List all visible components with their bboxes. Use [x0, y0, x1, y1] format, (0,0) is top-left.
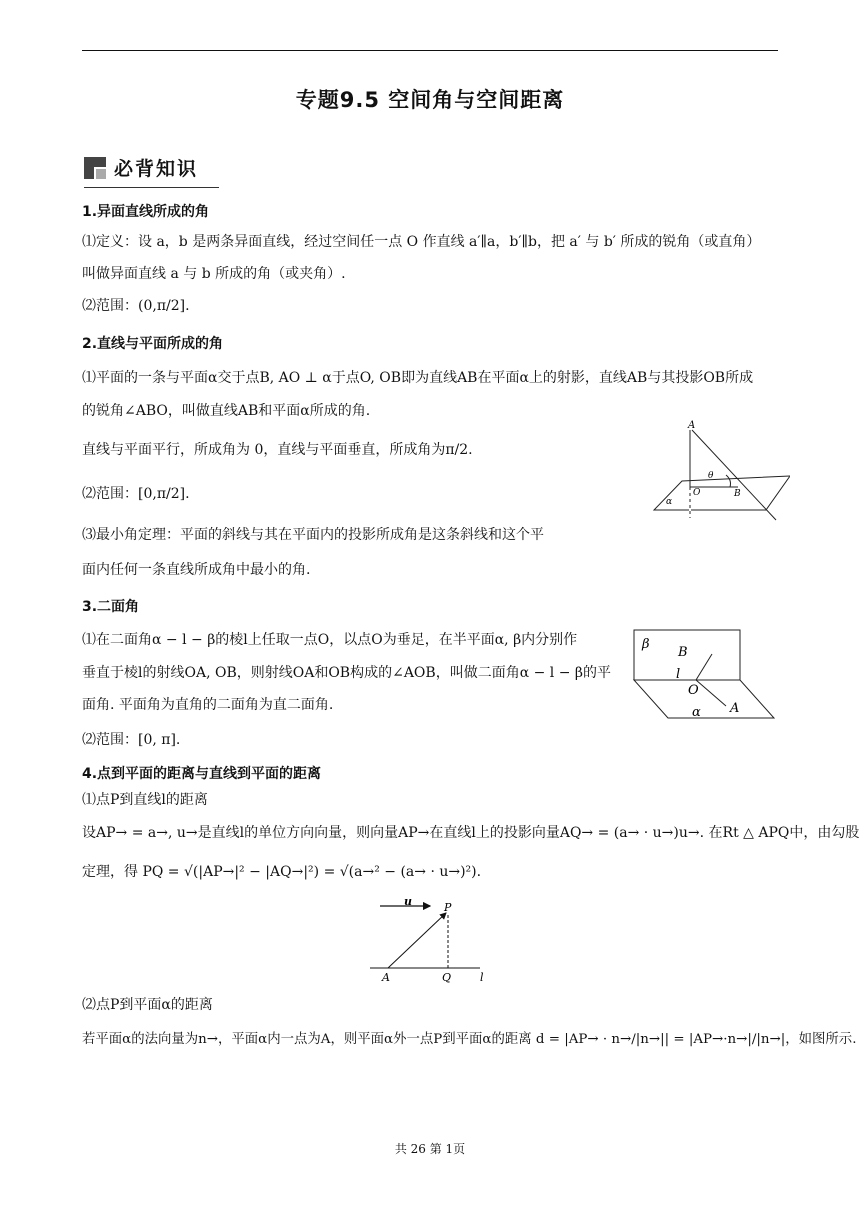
para-4b: 设AP→ = a→, u→是直线l的单位方向向量，则向量AP→在直线l上的投影向量AQ→ = (a→ · u→)u→. 在Rt △ APQ中，由勾股 [82, 825, 860, 841]
heading-2: 2.直线与平面所成的角 [82, 336, 224, 352]
para-4d: ⑵点P到平面α的距离 [82, 997, 213, 1013]
fig1-label-b: B [734, 489, 741, 499]
fig3-label-l: l [480, 971, 484, 984]
fig1-label-o: O [693, 488, 701, 498]
para-3a: ⑴在二面角α − l − β的棱l上任取一点O，以点O为垂足，在半平面α, β内分别作 [82, 632, 578, 648]
line-plane-angle-svg [648, 418, 790, 522]
para-1c: ⑵范围：(0,π/2]. [82, 298, 190, 314]
dihedral-angle-svg [632, 628, 776, 724]
page-footer: 共 26 第 1页 [394, 1142, 466, 1156]
para-2a: ⑴平面的一条与平面α交于点B, AO ⊥ α于点O, OB即为直线AB在平面α上的射影，直线AB与其投影OB所成 [82, 370, 754, 386]
fig3-label-u: u [404, 897, 412, 908]
para-4c: 定理，得 PQ = √(|AP→|² − |AQ→|²) = √(a→² − (a→ · u→)²). [82, 864, 482, 880]
heading-3: 3.二面角 [82, 599, 140, 615]
para-2b: 的锐角∠ABO，叫做直线AB和平面α所成的角. [82, 403, 371, 419]
para-3d: ⑵范围：[0, π]. [82, 732, 181, 748]
point-line-distance-svg [368, 897, 498, 987]
section-underline [84, 187, 219, 188]
fig2-label-l: l [676, 667, 681, 682]
section-heading-text: 必背知识 [114, 158, 199, 180]
para-4e: 若平面α的法向量为n→，平面α内一点为A，则平面α外一点P到平面α的距离 d = |AP→ · n→/|n→|| = |AP→·n→|/|n→|，如图所示. [82, 1032, 857, 1047]
fig2-label-beta: β [642, 637, 650, 652]
para-3b: 垂直于棱l的射线OA, OB，则射线OA和OB构成的∠AOB，叫做二面角α − l − β的平 [82, 665, 611, 681]
fig2-label-a: A [730, 701, 740, 716]
point-line-distance-figure [368, 897, 498, 991]
para-1b: 叫做异面直线 a 与 b 所成的角（或夹角）. [82, 266, 346, 282]
fig1-label-a: A [688, 420, 696, 431]
line-plane-angle-figure [648, 418, 790, 526]
fig2-label-b: B [678, 645, 688, 660]
para-3c: 面角. 平面角为直角的二面角为直二面角. [82, 697, 334, 713]
fig3-label-q: Q [442, 971, 452, 984]
fig2-label-o: O [688, 683, 699, 698]
para-1a: ⑴定义：设 a，b 是两条异面直线，经过空间任一点 O 作直线 a′∥a，b′∥b，把 a′ 与 b′ 所成的锐角（或直角） [82, 234, 761, 250]
fig1-label-theta: θ [708, 471, 714, 481]
header-rule [82, 50, 778, 51]
para-4a: ⑴点P到直线l的距离 [82, 792, 208, 808]
section-square-icon [84, 157, 106, 179]
section-header [84, 154, 198, 181]
fig3-label-a: A [382, 971, 390, 984]
heading-1: 1.异面直线所成的角 [82, 204, 210, 220]
para-2e: ⑶最小角定理：平面的斜线与其在平面内的投影所成角是这条斜线和这个平 [82, 527, 544, 543]
dihedral-angle-figure [632, 628, 776, 728]
fig3-label-p: P [444, 901, 452, 914]
page-title: 专题9.5 空间角与空间距离 [295, 88, 565, 112]
para-2d: ⑵范围：[0,π/2]. [82, 486, 190, 502]
heading-4: 4.点到平面的距离与直线到平面的距离 [82, 766, 322, 782]
para-2c: 直线与平面平行，所成角为 0，直线与平面垂直，所成角为π/2. [82, 442, 473, 458]
fig1-label-alpha: α [666, 497, 673, 507]
para-2f: 面内任何一条直线所成角中最小的角. [82, 562, 311, 578]
fig2-label-alpha: α [692, 705, 701, 720]
